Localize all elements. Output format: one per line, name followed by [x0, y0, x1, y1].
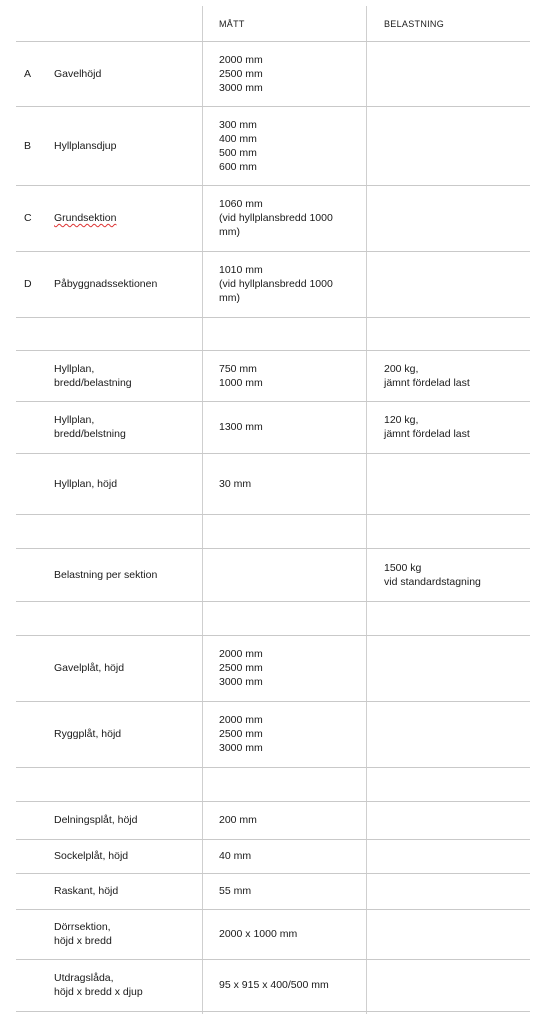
row-label: Gavelplåt, höjd [54, 662, 125, 674]
row-label: Gavelhöjd [54, 67, 102, 80]
row-label: Hyllplansdjup [54, 139, 117, 152]
table-row [16, 801, 530, 840]
row-label: Hyllplan, höjd [54, 477, 118, 490]
row-matt-value: 1010 mm (vid hyllplansbredd 1000 mm) [219, 264, 333, 304]
table-row [16, 185, 530, 252]
table-row [16, 767, 530, 802]
row-matt-value: 200 mm [219, 814, 257, 826]
table-row [16, 701, 530, 768]
row-matt-value: 30 mm [219, 477, 252, 490]
table-row [16, 873, 530, 910]
row-label: Sockelplåt, höjd [54, 850, 129, 862]
header-belastning: BELASTNING [384, 18, 445, 29]
row-matt-value: 2000 x 1000 mm [219, 928, 298, 940]
row-matt-value: 300 mm 400 mm 500 mm 600 mm [219, 118, 257, 173]
row-matt-value: 2000 mm 2500 mm 3000 mm [219, 648, 263, 688]
table-row [16, 350, 530, 402]
row-label: Belastning per sektion [54, 568, 158, 581]
table-row [16, 453, 530, 515]
row-letter: A [24, 67, 32, 80]
row-matt-value: 40 mm [219, 850, 252, 862]
row-matt-value: 2000 mm 2500 mm 3000 mm [219, 714, 263, 754]
table-row [16, 317, 530, 351]
row-label: Utdragslåda, höjd x bredd x djup [54, 972, 143, 998]
table-row [16, 635, 530, 702]
row-matt-value: 95 x 915 x 400/500 mm [219, 979, 329, 991]
row-matt-value: 750 mm 1000 mm [219, 362, 263, 389]
table-row [16, 401, 530, 454]
header-matt: MÅTT [219, 18, 245, 29]
table-row [16, 41, 530, 107]
row-label: Grundsektion [54, 212, 117, 224]
table-row [16, 959, 530, 1012]
table-row [16, 548, 530, 602]
table-row [16, 106, 530, 186]
row-label: Raskant, höjd [54, 885, 119, 897]
table-row [16, 601, 530, 636]
row-label: Delningsplåt, höjd [54, 814, 138, 826]
row-load-value: 200 kg, jämnt fördelad last [384, 362, 470, 389]
row-label: Dörrsektion, höjd x bredd [54, 921, 112, 947]
row-letter: B [24, 139, 32, 152]
row-label: Hyllplan, bredd/belstning [54, 414, 126, 440]
row-label: Påbyggnadssektionen [54, 278, 158, 290]
row-matt-value: 2000 mm 2500 mm 3000 mm [219, 53, 263, 94]
table-row [16, 514, 530, 549]
row-load-value: 120 kg, jämnt fördelad last [384, 414, 470, 440]
row-label: Hyllplan, bredd/belastning [54, 362, 132, 389]
table-row [16, 909, 530, 960]
row-matt-value: 1060 mm (vid hyllplansbredd 1000 mm) [219, 198, 333, 238]
row-letter: D [24, 278, 32, 290]
row-matt-value: 55 mm [219, 885, 252, 897]
row-matt-value: 1300 mm [219, 421, 263, 433]
header-row [16, 6, 530, 42]
table-row [16, 839, 530, 874]
row-letter: C [24, 212, 32, 224]
row-label: Ryggplåt, höjd [54, 728, 122, 740]
row-load-value: 1500 kg vid standardstagning [384, 561, 481, 588]
table-row [16, 251, 530, 318]
